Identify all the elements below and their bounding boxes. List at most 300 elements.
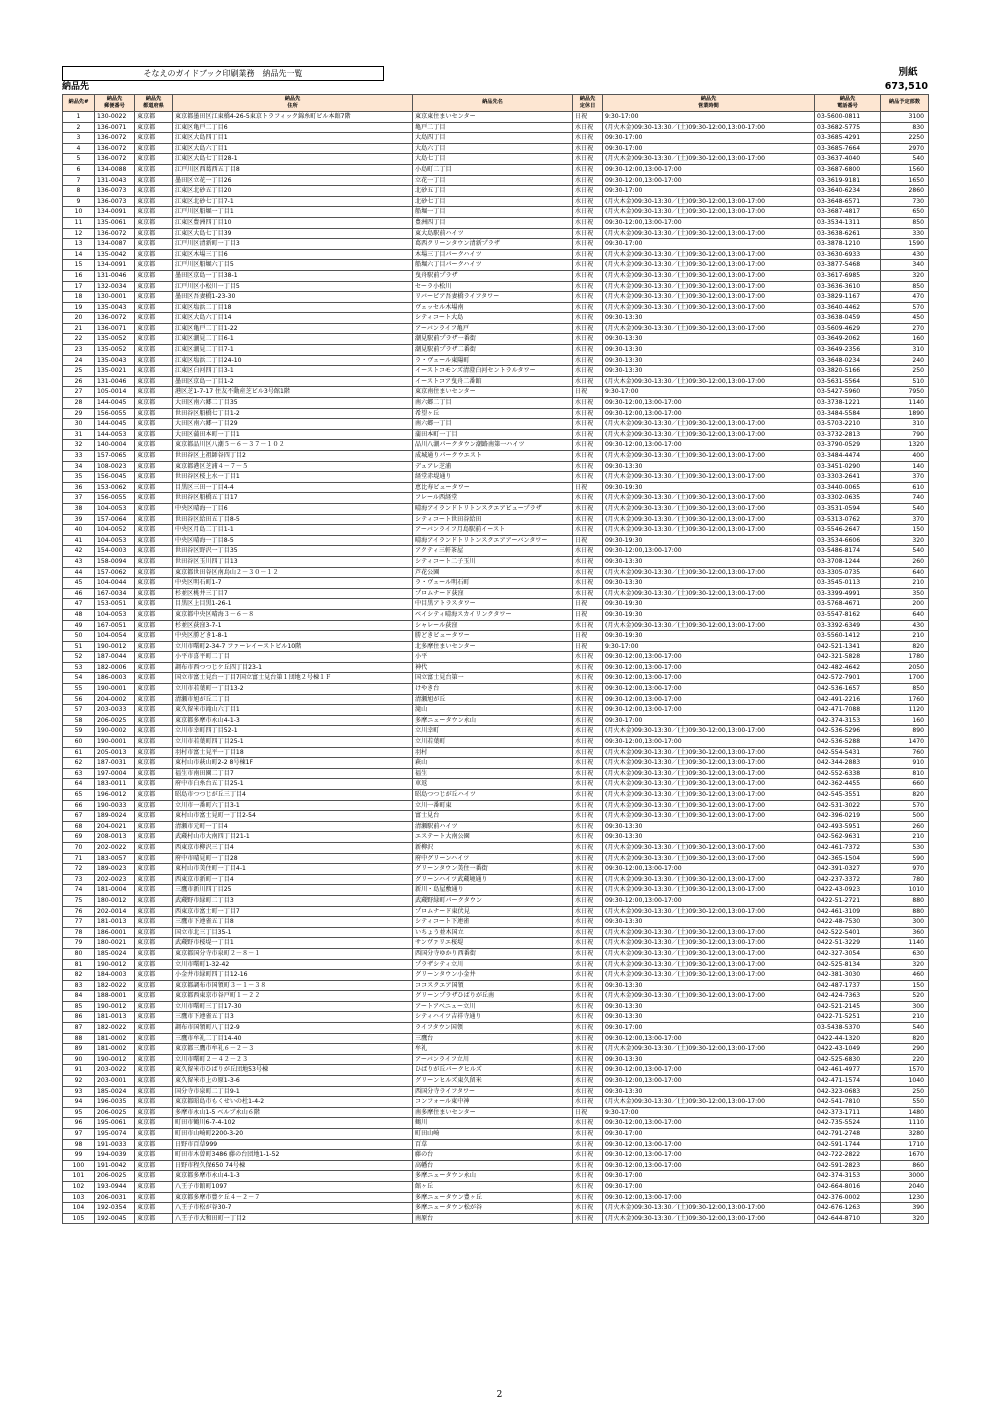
row-number-cell: 93: [63, 1086, 95, 1097]
prefecture-cell: 東京都: [135, 609, 173, 620]
address-cell: 武蔵野市桜堤一丁目1: [173, 938, 413, 949]
prefecture-cell: 東京都: [135, 419, 173, 430]
phone-number-cell: 042-373-1711: [815, 1107, 881, 1118]
table-row: [63, 461, 929, 472]
row-number-cell: 2: [63, 122, 95, 133]
address-cell: 東京都国分寺市泉町２－８－１: [173, 948, 413, 959]
table-row: [63, 631, 929, 642]
business-hours-cell: 09:30-12:00,13:00-17:00: [603, 662, 815, 673]
planned-copies-cell: 530: [881, 842, 929, 853]
row-number-cell: 11: [63, 217, 95, 228]
business-hours-cell: (月火木金)09:30-13:30／(土)09:30-12:00,13:00-17:00: [603, 1203, 815, 1214]
address-cell: 府中市晴見町一丁目28: [173, 853, 413, 864]
row-number-cell: 96: [63, 1118, 95, 1129]
destination-name-cell: 多摩ニュータウン豊ヶ丘: [413, 1192, 573, 1203]
closed-days-cell: 水日祝: [573, 694, 603, 705]
prefecture-cell: 東京都: [135, 938, 173, 949]
address-cell: 世田谷区船橋五丁目17: [173, 493, 413, 504]
closed-days-cell: 水日祝: [573, 652, 603, 663]
planned-copies-cell: 1040: [881, 1076, 929, 1087]
row-number-cell: 29: [63, 408, 95, 419]
planned-copies-cell: 1560: [881, 164, 929, 175]
postal-code-cell: 167-0051: [95, 620, 135, 631]
planned-copies-cell: 2970: [881, 143, 929, 154]
phone-number-cell: 042-237-3372: [815, 874, 881, 885]
destination-name-cell: 曳舟駅前プラザ: [413, 270, 573, 281]
row-number-cell: 46: [63, 588, 95, 599]
prefecture-cell: 東京都: [135, 408, 173, 419]
postal-code-cell: 135-0052: [95, 345, 135, 356]
closed-days-cell: 水日祝: [573, 1012, 603, 1023]
address-cell: 日野市程久保650 74号棟: [173, 1160, 413, 1171]
business-hours-cell: (月火木金)09:30-13:30／(土)09:30-12:00,13:00-17:00: [603, 154, 815, 165]
prefecture-cell: 東京都: [135, 1054, 173, 1065]
phone-number-cell: 042-545-3551: [815, 790, 881, 801]
row-number-cell: 81: [63, 959, 95, 970]
destination-name-cell: 車返: [413, 779, 573, 790]
business-hours-cell: (月火木金)09:30-13:30／(土)09:30-12:00,13:00-17:00: [603, 503, 815, 514]
closed-days-cell: 日祝: [573, 631, 603, 642]
table-row: [63, 228, 929, 239]
postal-code-cell: 156-0055: [95, 493, 135, 504]
address-cell: 東京都昭島市もくせいの杜1-4-2: [173, 1097, 413, 1108]
destination-name-cell: グリーンヒルズ東久留米: [413, 1076, 573, 1087]
destination-name-cell: 高幡台: [413, 1160, 573, 1171]
closed-days-cell: 水日祝: [573, 133, 603, 144]
closed-days-cell: 水日祝: [573, 1054, 603, 1065]
postal-code-cell: 130-0001: [95, 292, 135, 303]
destination-name-cell: グリーンプラザひばりが丘南: [413, 991, 573, 1002]
table-row: [63, 1107, 929, 1118]
postal-code-cell: 203-0001: [95, 1076, 135, 1087]
planned-copies-cell: 540: [881, 503, 929, 514]
phone-number-cell: 042-791-2748: [815, 1129, 881, 1140]
closed-days-cell: 水日祝: [573, 355, 603, 366]
address-cell: 江東区大島七丁目39: [173, 228, 413, 239]
table-row: [63, 387, 929, 398]
address-cell: 中央区月島二丁目1-1: [173, 525, 413, 536]
business-hours-cell: 09:30-12:00,13:00-17:00: [603, 1150, 815, 1161]
planned-copies-cell: 2860: [881, 186, 929, 197]
planned-copies-cell: 270: [881, 323, 929, 334]
prefecture-cell: 東京都: [135, 1097, 173, 1108]
row-number-cell: 71: [63, 853, 95, 864]
postal-code-cell: 181-0013: [95, 917, 135, 928]
closed-days-cell: 水日祝: [573, 832, 603, 843]
business-hours-cell: (月火木金)09:30-13:30／(土)09:30-12:00,13:00-17:00: [603, 758, 815, 769]
postal-code-cell: 187-0031: [95, 758, 135, 769]
business-hours-cell: (月火木金)09:30-13:30／(土)09:30-12:00,13:00-17:00: [603, 948, 815, 959]
destination-name-cell: 新川・島屋敷通り: [413, 885, 573, 896]
planned-copies-cell: 640: [881, 567, 929, 578]
postal-code-cell: 136-0072: [95, 143, 135, 154]
phone-number-cell: 03-3630-6933: [815, 249, 881, 260]
planned-copies-cell: 1140: [881, 398, 929, 409]
prefecture-cell: 東京都: [135, 853, 173, 864]
closed-days-cell: 水日祝: [573, 959, 603, 970]
phone-number-cell: 042-365-1504: [815, 853, 881, 864]
closed-days-cell: 水日祝: [573, 874, 603, 885]
table-row: [63, 1054, 929, 1065]
business-hours-cell: 09:30-17:00: [603, 1129, 815, 1140]
table-row: [63, 207, 929, 218]
business-hours-cell: 09:30-12:00,13:00-17:00: [603, 684, 815, 695]
prefecture-cell: 東京都: [135, 694, 173, 705]
table-row: [63, 143, 929, 154]
planned-copies-cell: 880: [881, 895, 929, 906]
planned-copies-cell: 740: [881, 493, 929, 504]
postal-code-cell: 144-0045: [95, 398, 135, 409]
prefecture-cell: 東京都: [135, 366, 173, 377]
destination-name-cell: ココスクエア国領: [413, 980, 573, 991]
table-row: [63, 302, 929, 313]
row-number-cell: 12: [63, 228, 95, 239]
prefecture-cell: 東京都: [135, 472, 173, 483]
prefecture-cell: 東京都: [135, 578, 173, 589]
address-cell: 小平市喜平町二丁目: [173, 652, 413, 663]
table-row: [63, 535, 929, 546]
prefecture-cell: 東京都: [135, 525, 173, 536]
phone-number-cell: 03-3545-0113: [815, 578, 881, 589]
prefecture-cell: 東京都: [135, 1129, 173, 1140]
table-row: [63, 758, 929, 769]
planned-copies-cell: 470: [881, 292, 929, 303]
row-number-cell: 100: [63, 1160, 95, 1171]
closed-days-cell: 水日祝: [573, 1213, 603, 1224]
row-number-cell: 43: [63, 556, 95, 567]
table-row: [63, 323, 929, 334]
closed-days-cell: 水日祝: [573, 345, 603, 356]
table-row: [63, 451, 929, 462]
planned-copies-cell: 850: [881, 281, 929, 292]
row-number-cell: 31: [63, 429, 95, 440]
closed-days-cell: 水日祝: [573, 514, 603, 525]
closed-days-cell: 水日祝: [573, 122, 603, 133]
closed-days-cell: 水日祝: [573, 472, 603, 483]
address-cell: 江東区北砂五丁目20: [173, 186, 413, 197]
prefecture-cell: 東京都: [135, 196, 173, 207]
closed-days-cell: 水日祝: [573, 398, 603, 409]
table-row: [63, 662, 929, 673]
business-hours-cell: (月火木金)09:30-13:30／(土)09:30-12:00,13:00-17:00: [603, 228, 815, 239]
postal-code-cell: 157-0062: [95, 567, 135, 578]
planned-copies-cell: 820: [881, 641, 929, 652]
prefecture-cell: 東京都: [135, 1139, 173, 1150]
business-hours-cell: 09:30-12:00,13:00-17:00: [603, 1139, 815, 1150]
address-cell: 八王子市館町1097: [173, 1181, 413, 1192]
prefecture-cell: 東京都: [135, 620, 173, 631]
postal-code-cell: 204-0021: [95, 821, 135, 832]
business-hours-cell: 09:30-12:00,13:00-17:00: [603, 652, 815, 663]
destination-name-cell: プロムナード東伏見: [413, 906, 573, 917]
closed-days-cell: 水日祝: [573, 292, 603, 303]
prefecture-cell: 東京都: [135, 1086, 173, 1097]
phone-number-cell: 03-3638-0459: [815, 313, 881, 324]
row-number-cell: 63: [63, 768, 95, 779]
table-row: [63, 1001, 929, 1012]
closed-days-cell: 水日祝: [573, 196, 603, 207]
prefecture-cell: 東京都: [135, 546, 173, 557]
destination-name-cell: 南多摩住まいセンター: [413, 1107, 573, 1118]
row-number-cell: 14: [63, 249, 95, 260]
table-row: [63, 217, 929, 228]
planned-copies-cell: 570: [881, 800, 929, 811]
destination-name-cell: シティハイツ吉祥寺通り: [413, 1012, 573, 1023]
phone-number-cell: 042-536-5296: [815, 726, 881, 737]
phone-number-cell: 03-3640-6234: [815, 186, 881, 197]
destination-name-cell: 大島四丁目: [413, 133, 573, 144]
destination-name-cell: 百草: [413, 1139, 573, 1150]
address-cell: 国分寺市泉町二丁目9-1: [173, 1086, 413, 1097]
closed-days-cell: 水日祝: [573, 980, 603, 991]
postal-code-cell: 190-0001: [95, 684, 135, 695]
address-cell: 東京都調布市国領町３－１－３８: [173, 980, 413, 991]
phone-number-cell: 03-5313-0762: [815, 514, 881, 525]
closed-days-cell: 水日祝: [573, 260, 603, 271]
address-cell: 杉並区荻窪3-7-1: [173, 620, 413, 631]
destination-name-cell: 府中グリーンハイツ: [413, 853, 573, 864]
destination-name-cell: シティコート大島: [413, 313, 573, 324]
row-number-cell: 69: [63, 832, 95, 843]
prefecture-cell: 東京都: [135, 779, 173, 790]
phone-number-cell: 03-3732-2813: [815, 429, 881, 440]
phone-number-cell: 03-5703-2210: [815, 419, 881, 430]
table-row: [63, 842, 929, 853]
row-number-cell: 30: [63, 419, 95, 430]
phone-number-cell: 042-381-3030: [815, 970, 881, 981]
business-hours-cell: (月火木金)09:30-13:30／(土)09:30-12:00,13:00-17:00: [603, 842, 815, 853]
business-hours-cell: 09:30-17:00: [603, 715, 815, 726]
business-hours-cell: 09:30-19:30: [603, 609, 815, 620]
destination-name-cell: シャレール荻窪: [413, 620, 573, 631]
planned-copies-cell: 3000: [881, 1171, 929, 1182]
postal-code-cell: 189-0023: [95, 864, 135, 875]
prefecture-cell: 東京都: [135, 895, 173, 906]
phone-number-cell: 042-321-5828: [815, 652, 881, 663]
table-row: [63, 1118, 929, 1129]
business-hours-cell: 09:30-12:00,13:00-17:00: [603, 705, 815, 716]
destination-name-cell: 昭島つつじが丘ハイツ: [413, 790, 573, 801]
closed-days-cell: 水日祝: [573, 758, 603, 769]
row-number-cell: 60: [63, 737, 95, 748]
postal-code-cell: 104-0053: [95, 609, 135, 620]
postal-code-cell: 195-0074: [95, 1129, 135, 1140]
row-number-cell: 91: [63, 1065, 95, 1076]
planned-copies-cell: 330: [881, 228, 929, 239]
prefecture-cell: 東京都: [135, 1171, 173, 1182]
table-row: [63, 270, 929, 281]
row-number-cell: 10: [63, 207, 95, 218]
business-hours-cell: 09:30-19:30: [603, 631, 815, 642]
page-number: 2: [496, 1390, 503, 1400]
row-number-cell: 56: [63, 694, 95, 705]
phone-number-cell: 03-5768-4671: [815, 599, 881, 610]
closed-days-cell: 日祝: [573, 599, 603, 610]
prefecture-cell: 東京都: [135, 588, 173, 599]
prefecture-cell: 東京都: [135, 440, 173, 451]
destination-name-cell: エステート大南公園: [413, 832, 573, 843]
postal-code-cell: 131-0046: [95, 270, 135, 281]
phone-number-cell: 03-3878-1210: [815, 239, 881, 250]
closed-days-cell: 水日祝: [573, 525, 603, 536]
planned-copies-cell: 790: [881, 429, 929, 440]
postal-code-cell: 136-0071: [95, 323, 135, 334]
table-row: [63, 970, 929, 981]
postal-code-cell: 136-0072: [95, 228, 135, 239]
planned-copies-cell: 1670: [881, 1150, 929, 1161]
planned-copies-cell: 540: [881, 1023, 929, 1034]
closed-days-cell: 水日祝: [573, 503, 603, 514]
destination-name-cell: イーストコモンズ清澄白河セントラルタワー: [413, 366, 573, 377]
phone-number-cell: 042-461-3109: [815, 906, 881, 917]
row-number-cell: 97: [63, 1129, 95, 1140]
address-cell: 武蔵村山市大南四丁目21-1: [173, 832, 413, 843]
destination-name-cell: 多摩ニュータウン松が谷: [413, 1203, 573, 1214]
prefecture-cell: 東京都: [135, 811, 173, 822]
table-row: [63, 249, 929, 260]
closed-days-cell: 水日祝: [573, 885, 603, 896]
closed-days-cell: 水日祝: [573, 281, 603, 292]
row-number-cell: 45: [63, 578, 95, 589]
destination-name-cell: 富士見台: [413, 811, 573, 822]
destination-name-cell: 東京東住まいセンター: [413, 112, 573, 123]
closed-days-cell: 水日祝: [573, 175, 603, 186]
postal-code-cell: 182-0022: [95, 1023, 135, 1034]
planned-copies-cell: 260: [881, 556, 929, 567]
address-cell: 東京都品川区八潮５－６－３７－１０２: [173, 440, 413, 451]
business-hours-cell: 09:30-12:00,13:00-17:00: [603, 1160, 815, 1171]
prefecture-cell: 東京都: [135, 948, 173, 959]
table-row: [63, 440, 929, 451]
phone-number-cell: 0422-51-2721: [815, 895, 881, 906]
closed-days-cell: 水日祝: [573, 302, 603, 313]
row-number-cell: 27: [63, 387, 95, 398]
phone-number-cell: 03-3484-5584: [815, 408, 881, 419]
row-number-cell: 41: [63, 535, 95, 546]
prefecture-cell: 東京都: [135, 535, 173, 546]
postal-code-cell: 180-0012: [95, 895, 135, 906]
total-copies: 673,510: [884, 81, 928, 92]
destination-name-cell: グリーンタウン小金井: [413, 970, 573, 981]
prefecture-cell: 東京都: [135, 737, 173, 748]
table-row: [63, 345, 929, 356]
column-header: 納品先 定休日: [573, 95, 603, 112]
phone-number-cell: 042-461-7372: [815, 842, 881, 853]
table-row: [63, 853, 929, 864]
prefecture-cell: 東京都: [135, 673, 173, 684]
phone-number-cell: 03-5560-1412: [815, 631, 881, 642]
table-row: [63, 398, 929, 409]
destination-name-cell: 大島七丁目: [413, 154, 573, 165]
closed-days-cell: 水日祝: [573, 991, 603, 1002]
closed-days-cell: 水日祝: [573, 1076, 603, 1087]
phone-number-cell: 042-396-0219: [815, 811, 881, 822]
business-hours-cell: (月火木金)09:30-13:30／(土)09:30-12:00,13:00-17:00: [603, 726, 815, 737]
postal-code-cell: 182-0006: [95, 662, 135, 673]
prefecture-cell: 東京都: [135, 1044, 173, 1055]
closed-days-cell: 水日祝: [573, 1139, 603, 1150]
table-row: [63, 503, 929, 514]
row-number-cell: 58: [63, 715, 95, 726]
prefecture-cell: 東京都: [135, 143, 173, 154]
table-row: [63, 1097, 929, 1108]
row-number-cell: 28: [63, 398, 95, 409]
business-hours-cell: 09:30-12:00,13:00-17:00: [603, 895, 815, 906]
postal-code-cell: 190-0012: [95, 1054, 135, 1065]
table-row: [63, 366, 929, 377]
business-hours-cell: 09:30-12:00,13:00-17:00: [603, 1033, 815, 1044]
postal-code-cell: 131-0046: [95, 376, 135, 387]
row-number-cell: 104: [63, 1203, 95, 1214]
address-cell: 墨田区京島一丁目1-2: [173, 376, 413, 387]
prefecture-cell: 東京都: [135, 705, 173, 716]
planned-copies-cell: 1140: [881, 938, 929, 949]
postal-code-cell: 186-0003: [95, 673, 135, 684]
planned-copies-cell: 1780: [881, 652, 929, 663]
business-hours-cell: 09:30-12:00,13:00-17:00: [603, 175, 815, 186]
table-row: [63, 832, 929, 843]
prefecture-cell: 東京都: [135, 281, 173, 292]
business-hours-cell: 09:30-12:00,13:00-17:00: [603, 1065, 815, 1076]
phone-number-cell: 03-3682-5775: [815, 122, 881, 133]
closed-days-cell: 水日祝: [573, 1001, 603, 1012]
address-cell: 大田区南六郷二丁目35: [173, 398, 413, 409]
planned-copies-cell: 820: [881, 790, 929, 801]
address-cell: 世田谷区上祖師谷四丁目2: [173, 451, 413, 462]
destination-name-cell: 三鷹台: [413, 1033, 573, 1044]
postal-code-cell: 202-0022: [95, 842, 135, 853]
destination-name-cell: ヴェッセル木場南: [413, 302, 573, 313]
table-row: [63, 260, 929, 271]
closed-days-cell: 日祝: [573, 112, 603, 123]
prefecture-cell: 東京都: [135, 355, 173, 366]
postal-code-cell: 195-0061: [95, 1118, 135, 1129]
phone-number-cell: 03-3619-9181: [815, 175, 881, 186]
table-row: [63, 641, 929, 652]
row-number-cell: 50: [63, 631, 95, 642]
closed-days-cell: 水日祝: [573, 567, 603, 578]
table-row: [63, 1192, 929, 1203]
address-cell: 東久留米市上の原1-3-6: [173, 1076, 413, 1087]
prefecture-cell: 東京都: [135, 821, 173, 832]
table-row: [63, 175, 929, 186]
table-row: [63, 874, 929, 885]
closed-days-cell: 水日祝: [573, 768, 603, 779]
address-cell: 町田市山崎町2200-3-20: [173, 1129, 413, 1140]
business-hours-cell: (月火木金)09:30-13:30／(土)09:30-12:00,13:00-17:00: [603, 853, 815, 864]
business-hours-cell: (月火木金)09:30-13:30／(土)09:30-12:00,13:00-17:00: [603, 514, 815, 525]
postal-code-cell: 190-0001: [95, 737, 135, 748]
business-hours-cell: (月火木金)09:30-13:30／(土)09:30-12:00,13:00-17:00: [603, 525, 815, 536]
phone-number-cell: 042-531-3022: [815, 800, 881, 811]
prefecture-cell: 東京都: [135, 599, 173, 610]
phone-number-cell: 03-3303-2641: [815, 472, 881, 483]
phone-number-cell: 03-5438-5370: [815, 1023, 881, 1034]
business-hours-cell: 09:30-12:00,13:00-17:00: [603, 408, 815, 419]
prefecture-cell: 東京都: [135, 662, 173, 673]
address-cell: 世田谷区野沢一丁目35: [173, 546, 413, 557]
prefecture-cell: 東京都: [135, 567, 173, 578]
phone-number-cell: 03-3685-7664: [815, 143, 881, 154]
business-hours-cell: (月火木金)09:30-13:30／(土)09:30-12:00,13:00-17:00: [603, 885, 815, 896]
planned-copies-cell: 2250: [881, 133, 929, 144]
closed-days-cell: 水日祝: [573, 927, 603, 938]
address-cell: 清瀬市元町一丁目4: [173, 821, 413, 832]
prefecture-cell: 東京都: [135, 451, 173, 462]
table-row: [63, 1213, 929, 1224]
address-cell: 東久留米市滝山六丁目1: [173, 705, 413, 716]
planned-copies-cell: 400: [881, 451, 929, 462]
